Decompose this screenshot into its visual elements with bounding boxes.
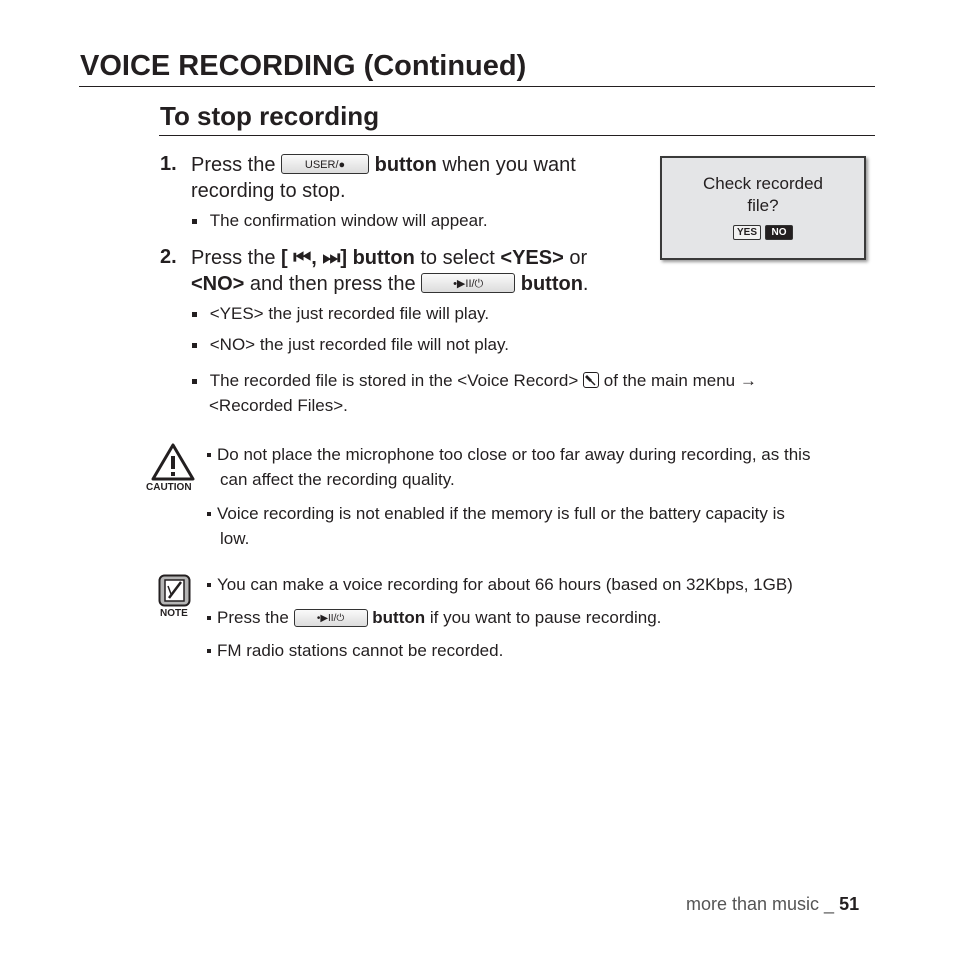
step-2-bullet-yes: <YES> the just recorded file will play. (192, 304, 489, 324)
screen-message: Check recorded file? (702, 174, 823, 215)
play-pause-button-icon: •▶II/⏻ (421, 273, 515, 293)
note-item-3: FM radio stations cannot be recorded. (207, 641, 503, 661)
page-title: VOICE RECORDING (Continued) (80, 50, 527, 82)
note-item-2: Press the •▶II/⏻ button if you want to pause recording. (207, 608, 661, 628)
step-2-bullet-no: <NO> the just recorded file will not play. (192, 335, 509, 355)
step-1-text (191, 152, 631, 204)
user-rec-button-icon: USER/● (281, 154, 369, 174)
no-option: NO (765, 225, 793, 240)
caution-item-1: Do not place the microphone too close or too far away during recording, as this can affect the recording quality. (207, 442, 810, 492)
page-number: 51 (839, 894, 860, 914)
title-divider (79, 86, 875, 87)
caution-item-2: Voice recording is not enabled if the memory is full or the battery capacity is low. (207, 501, 785, 551)
section-title: To stop recording (160, 101, 380, 131)
caution-label: CAUTION (146, 482, 192, 493)
step-2-number: 2. (160, 246, 177, 268)
note-item-1: You can make a voice recording for about 66 hours (based on 32Kbps, 1GB) (207, 575, 793, 595)
confirmation-screen (660, 156, 866, 260)
step-1-bullet: The confirmation window will appear. (192, 211, 488, 231)
yes-option: YES (733, 225, 761, 240)
skip-keys: [ ⏮, ⏭] button (281, 247, 415, 269)
note-icon (158, 574, 191, 607)
pause-button-icon: •▶II/⏻ (294, 609, 368, 627)
step-1-line2: recording to stop. (191, 180, 346, 202)
note-label: NOTE (160, 608, 188, 619)
step-1-pre: Press the (191, 154, 276, 176)
section-divider (159, 135, 875, 136)
step-2-bullet-stored: The recorded file is stored in the <Voice Record> of the main menu → <Recorded Files>. (192, 368, 757, 418)
step-1-number: 1. (160, 153, 177, 175)
step-1-post: when you want (442, 154, 576, 176)
page-footer: more than music _ 51 (686, 894, 860, 914)
caution-icon (151, 443, 195, 483)
step-1-bold: button (374, 154, 437, 176)
step-2-text: Press the [ ⏮, ⏭] button to select <YES> or <NO> and then press the •▶II/⏻ button. (191, 247, 589, 295)
bullet-square (192, 219, 197, 224)
voice-record-icon (583, 372, 599, 388)
